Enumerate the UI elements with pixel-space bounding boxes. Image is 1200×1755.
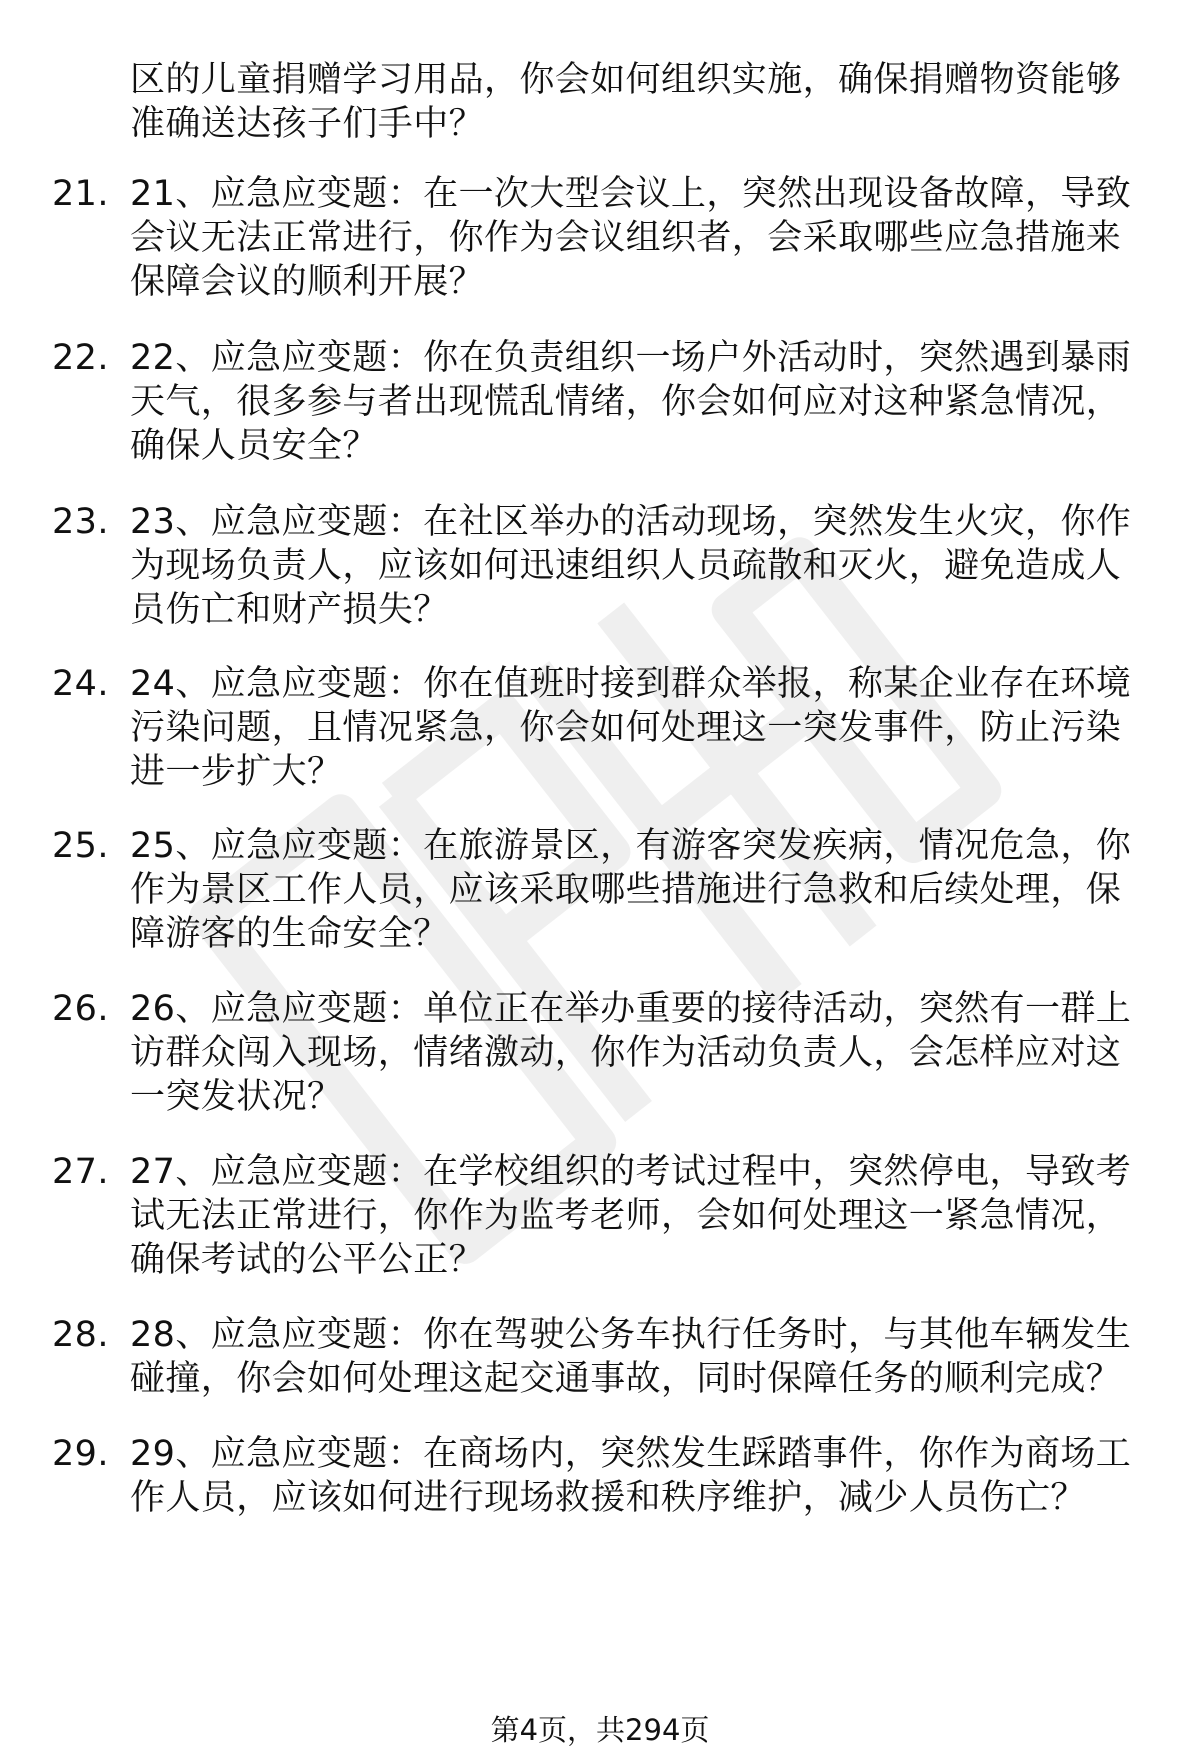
item-text-line: 27、应急应变题：在学校组织的考试过程中，突然停电，导致考 bbox=[130, 1152, 1132, 1192]
item-text-line: 作人员，应该如何进行现场救援和秩序维护，减少人员伤亡？ bbox=[130, 1478, 1086, 1518]
item-text-line: 访群众闯入现场，情绪激动，你作为活动负责人，会怎样应对这 bbox=[130, 1033, 1122, 1073]
item-text-line: 碰撞，你会如何处理这起交通事故，同时保障任务的顺利完成？ bbox=[130, 1359, 1122, 1399]
item-text-line: 29、应急应变题：在商场内，突然发生踩踏事件，你作为商场工 bbox=[130, 1434, 1132, 1474]
item-text-line: 24、应急应变题：你在值班时接到群众举报，称某企业存在环境 bbox=[130, 664, 1132, 704]
item-text-line: 23、应急应变题：在社区举办的活动现场，突然发生火灾，你作 bbox=[130, 502, 1132, 542]
item-text-line: 试无法正常进行，你作为监考老师，会如何处理这一紧急情况， bbox=[130, 1196, 1122, 1236]
item-text-line: 作为景区工作人员，应该采取哪些措施进行急救和后续处理，保 bbox=[130, 870, 1122, 910]
item-text-line: 天气，很多参与者出现慌乱情绪，你会如何应对这种紧急情况， bbox=[130, 382, 1122, 422]
continuation-line: 准确送达孩子们手中？ bbox=[130, 104, 485, 144]
item-text-line: 22、应急应变题：你在负责组织一场户外活动时，突然遇到暴雨 bbox=[130, 338, 1132, 378]
item-text-line: 会议无法正常进行，你作为会议组织者，会采取哪些应急措施来 bbox=[130, 218, 1122, 258]
item-number: 28. bbox=[52, 1315, 109, 1355]
item-text-line: 21、应急应变题：在一次大型会议上，突然出现设备故障，导致 bbox=[130, 174, 1132, 214]
item-text-line: 26、应急应变题：单位正在举办重要的接待活动，突然有一群上 bbox=[130, 989, 1132, 1029]
item-text-line: 确保人员安全？ bbox=[130, 426, 378, 466]
item-text-line: 员伤亡和财产损失？ bbox=[130, 590, 449, 630]
item-number: 26. bbox=[52, 989, 109, 1029]
page-footer: 第4页，共294页 bbox=[490, 1713, 710, 1747]
item-number: 27. bbox=[52, 1152, 109, 1192]
item-text-line: 25、应急应变题：在旅游景区，有游客突发疾病，情况危急，你 bbox=[130, 826, 1132, 866]
item-text-line: 确保考试的公平公正？ bbox=[130, 1240, 485, 1280]
item-text-line: 为现场负责人，应该如何迅速组织人员疏散和灭火，避免造成人 bbox=[130, 546, 1122, 586]
item-number: 21. bbox=[52, 174, 109, 214]
item-number: 22. bbox=[52, 338, 109, 378]
item-text-line: 进一步扩大？ bbox=[130, 752, 343, 792]
item-text-line: 障游客的生命安全？ bbox=[130, 914, 449, 954]
item-text-line: 28、应急应变题：你在驾驶公务车执行任务时，与其他车辆发生 bbox=[130, 1315, 1132, 1355]
item-text-line: 污染问题，且情况紧急，你会如何处理这一突发事件，防止污染 bbox=[130, 708, 1122, 748]
continuation-line: 区的儿童捐赠学习用品，你会如何组织实施，确保捐赠物资能够 bbox=[130, 60, 1122, 100]
item-number: 29. bbox=[52, 1434, 109, 1474]
item-text-line: 保障会议的顺利开展？ bbox=[130, 262, 485, 302]
item-text-line: 一突发状况？ bbox=[130, 1077, 343, 1117]
item-number: 23. bbox=[52, 502, 109, 542]
item-number: 25. bbox=[52, 826, 109, 866]
item-number: 24. bbox=[52, 664, 109, 704]
